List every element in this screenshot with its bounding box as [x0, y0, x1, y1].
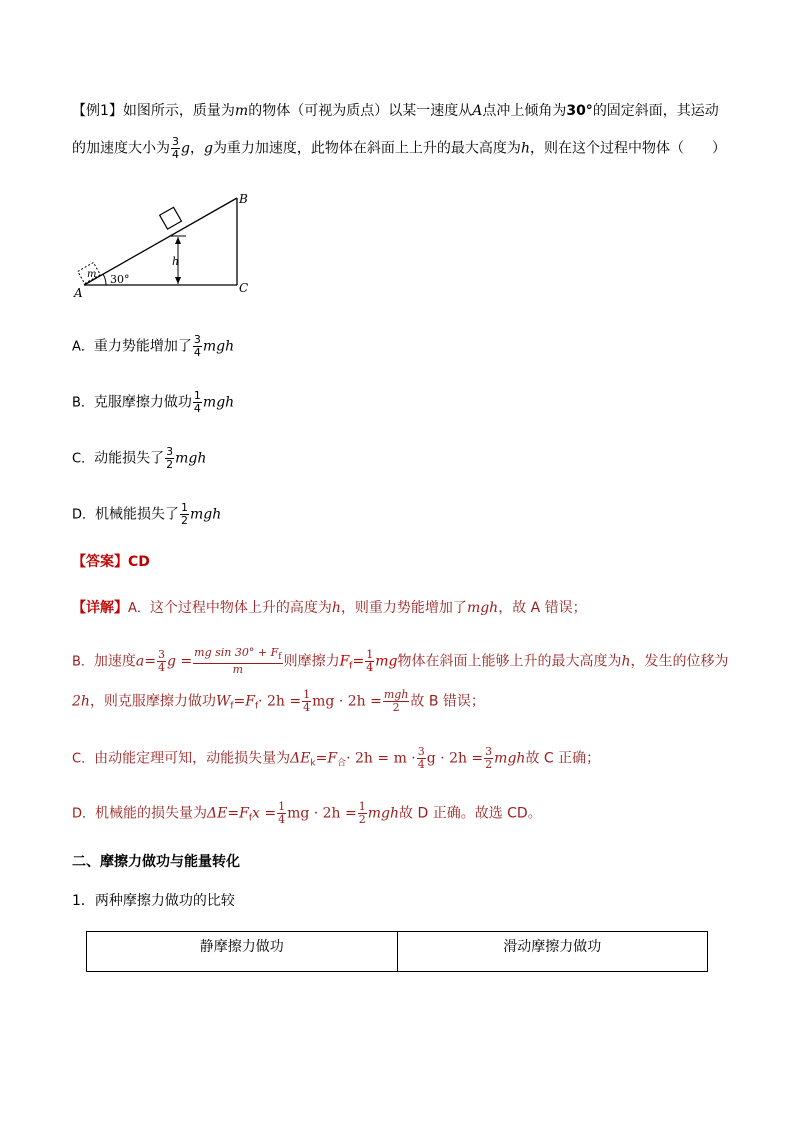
incline-figure	[72, 188, 262, 303]
table-row	[87, 932, 708, 972]
answer: 【答案】CD	[72, 554, 150, 570]
detail-c: C．由动能定理可知，动能损失量为$\Delta E_k=F_合\cdot 2h = m$ · $\frac{3}{4}$ g · 2h = $\frac{3}{2}$ mgh故 C 正确；	[72, 745, 601, 771]
table-header-static: 静摩擦力做功	[87, 932, 398, 972]
detail-a: 【详解】A．这个过程中物体上升的高度为h，则重力势能增加了mgh，故 A 错误；	[72, 600, 587, 616]
example-tag: 【例1】	[72, 103, 123, 119]
section-heading: 二、摩擦力做功与能量转化	[72, 854, 240, 870]
label-C: C	[239, 281, 249, 295]
height-arrow-up	[175, 237, 181, 244]
option-a: A．重力势能增加了 $\frac{3}{4}$ mgh	[72, 333, 235, 359]
angle-arc	[103, 274, 106, 285]
label-B: B	[239, 192, 248, 206]
height-arrow-down	[175, 277, 181, 284]
detail-d: D．机械能的损失量为$\Delta E=F_fx$ = $\frac{1}{4}$ mg · 2h = $\frac{1}{2}$ mgh故 D 正确。故选 CD。	[72, 800, 542, 826]
label-A: A	[74, 286, 83, 300]
label-angle: 30°	[110, 273, 130, 286]
comparison-table	[86, 931, 708, 972]
section-subheading: 1．两种摩擦力做功的比较	[72, 893, 235, 909]
option-d: D．机械能损失了 $\frac{1}{2}$ mgh	[72, 501, 222, 527]
label-m: m	[87, 269, 97, 280]
question-line-2: 的加速度大小为 $\frac{3}{4}$ g，g为重力加速度，此物体在斜面上上升的最大高度为h，则在这个过程中物体（ ）	[72, 135, 726, 161]
option-b: B．克服摩擦力做功 $\frac{1}{4}$ mgh	[72, 389, 235, 415]
incline-slope	[84, 198, 237, 285]
option-c: C．动能损失了 $\frac{3}{2}$ mgh	[72, 445, 207, 471]
question-line-1: 【例1】如图所示，质量为m的物体（可视为质点）以某一速度从A点冲上倾角为30°的固定斜面，其运动	[72, 103, 719, 119]
fraction: $\frac{3}{4}$	[172, 135, 179, 161]
table-header-sliding: 滑动摩擦力做功	[397, 932, 708, 972]
block-top	[160, 207, 182, 229]
detail-b-line-2: 2h，则克服摩擦力做功$W_f=F_f\cdot 2h$ = $\frac{1}{4}$ mg · 2h = $\frac{\text{mgh}}{2}$ 故 B 错误；	[72, 688, 485, 714]
label-h: h	[172, 255, 180, 268]
detail-b-line-1: B．加速度a= $\frac{3}{4}$ g = $\frac{mg \sin 30^\circ + F_f}{m}$ 则摩擦力$F_f=$ $\frac{1}{4}$ mg物体在斜面上能够上升的最大高度为h，发生的位移为	[72, 646, 729, 676]
